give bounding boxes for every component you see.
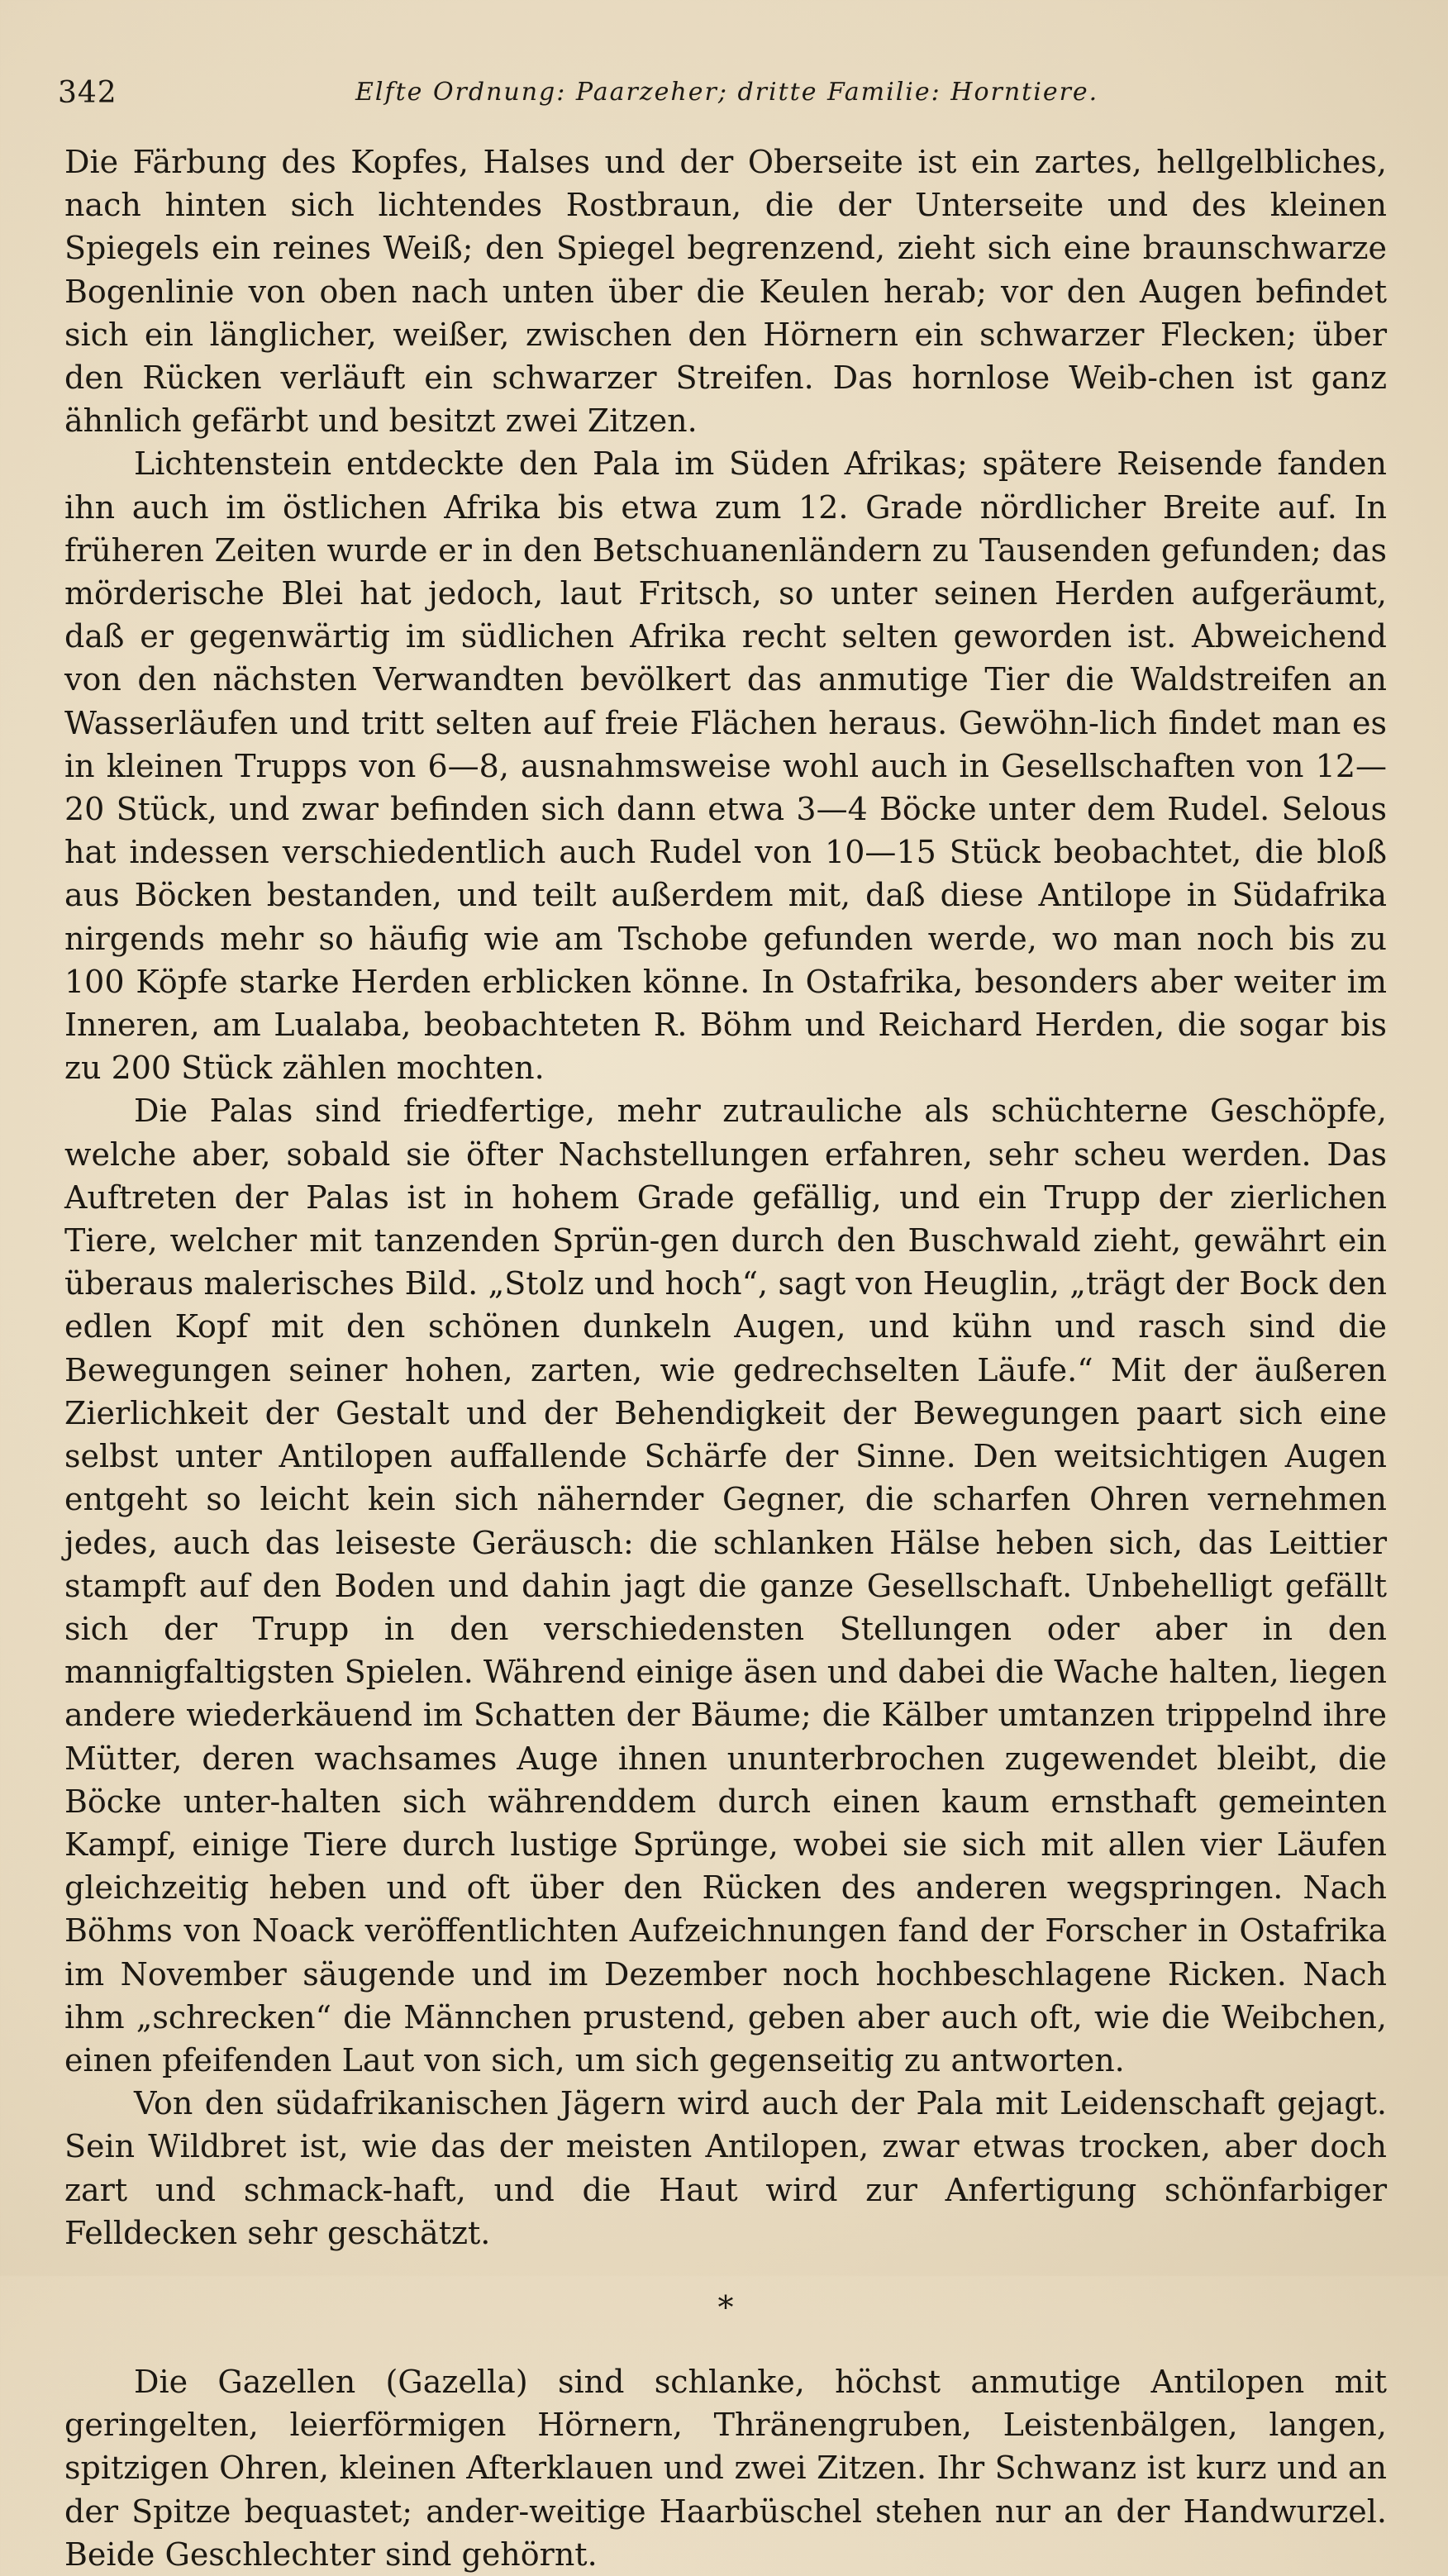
paragraph-gazelles: Die Gazellen (Gazella) sind schlanke, höchst anmutige Antilopen mit geringelten, leierförmigen Hörnern, Thränengruben, Leistenbälgen, langen, spitzigen Ohren, kleinen Afterklauen und zwei Zitzen. Ihr Schwanz ist kurz und an der Spitze bequastet; ander-weitige Haarbüschel stehen nur an der Handwurzel. Beide Geschlechter sind gehörnt. <box>64 2363 1387 2573</box>
paragraph-distribution: Lichtenstein entdeckte den Pala im Süden Afrikas; spätere Reisende fanden ihn auch im östlichen Afrika bis etwa zum 12. Grade nördlicher Breite auf. In früheren Zeiten wurde er in den Betschuanenländern zu Tausenden gefunden; das mörderische Blei hat jedoch, laut Fritsch, so unter seinen Herden aufgeräumt, daß er gegenwärtig im südlichen Afrika recht selten geworden ist. Abweichend von den nächsten Verwandten bevölkert das anmutige Tier die Waldstreifen an Wasserläufen und tritt selten auf freie Flächen heraus. Gewöhn-lich findet man es in kleinen Trupps von 6—8, ausnahmsweise wohl auch in Gesellschaften von 12—20 Stück, und zwar befinden sich dann etwa 3—4 Böcke unter dem Rudel. Selous hat indessen verschiedentlich auch Rudel von 10—15 Stück beobachtet, die bloß aus Böcken bestanden, und teilt außerdem mit, daß diese Antilope in Südafrika nirgends mehr so häufig wie am Tschobe gefunden werde, wo man noch bis zu 100 Köpfe starke Herden erblicken könne. In Ostafrika, besonders aber weiter im Inneren, am Lualaba, beobachteten R. Böhm und Reichard Herden, die sogar bis zu 200 Stück zählen mochten. <box>64 445 1387 1087</box>
paragraph-hunting: Von den südafrikanischen Jägern wird auch der Pala mit Leidenschaft gejagt. Sein Wildbret ist, wie das der meisten Antilopen, zwar etwas trocken, aber doch zart und schmack-haft, und die Haut wird zur Anfertigung schönfarbiger Felldecken sehr geschätzt. <box>64 2085 1387 2251</box>
paragraph-behavior: Die Palas sind friedfertige, mehr zutrauliche als schüchterne Geschöpfe, welche aber, sobald sie öfter Nachstellungen erfahren, sehr scheu werden. Das Auftreten der Palas ist in hohem Grade gefällig, und ein Trupp der zierlichen Tiere, welcher mit tanzenden Sprün-gen durch den Buschwald zieht, gewährt ein überaus malerisches Bild. „Stolz und hoch“, sagt von Heuglin, „trägt der Bock den edlen Kopf mit den schönen dunkeln Augen, und kühn und rasch sind die Bewegungen seiner hohen, zarten, wie gedrechselten Läufe.“ Mit der äußeren Zierlichkeit der Gestalt und der Behendigkeit der Bewegungen paart sich eine selbst unter Antilopen auffallende Schärfe der Sinne. Den weitsichtigen Augen entgeht so leicht kein sich nähernder Gegner, die scharfen Ohren vernehmen jedes, auch das leiseste Geräusch: die schlanken Hälse heben sich, das Leittier stampft auf den Boden und dahin jagt die ganze Gesellschaft. Unbehelligt gefällt sich der Trupp in den verschiedensten Stellungen oder aber in den mannigfaltigsten Spielen. Während einige äsen und dabei die Wache halten, liegen andere wiederkäuend im Schatten der Bäume; die Kälber umtanzen trippelnd ihre Mütter, deren wachsames Auge ihnen ununterbrochen zugewendet bleibt, die Böcke unter-halten sich währenddem durch einen kaum ernsthaft gemeinten Kampf, einige Tiere durch lustige Sprünge, wobei sie sich mit allen vier Läufen gleichzeitig heben und oft über den Rücken des anderen wegspringen. Nach Böhms von Noack veröffentlichten Aufzeichnungen fand der Forscher in Ostafrika im November säugende und im Dezember noch hochbeschlagene Ricken. Nach ihm „schrecken“ die Männchen prustend, geben aber auch oft, wie die Weibchen, einen pfeifenden Laut von sich, um sich gegenseitig zu antworten. <box>64 1093 1387 2078</box>
page-number: 342 <box>58 76 117 110</box>
running-head-title: Elfte Ordnung: Paarzeher; dritte Familie: Horntiere. <box>355 78 1099 107</box>
paragraph-coloration: Die Färbung des Kopfes, Halses und der Oberseite ist ein zartes, hellgelbliches, nach hinten sich lichtendes Rostbraun, die der Unterseite und des kleinen Spiegels ein reines Weiß; den Spiegel begrenzend, zieht sich eine braunschwarze Bogenlinie von oben nach unten über die Keulen herab; vor den Augen befindet sich ein länglicher, weißer, zwischen den Hörnern ein schwarzer Flecken; über den Rücken verläuft ein schwarzer Streifen. Das hornlose Weib-chen ist ganz ähnlich gefärbt und besitzt zwei Zitzen. <box>64 144 1387 440</box>
section-separator: * <box>717 2288 734 2326</box>
body-text <box>64 140 1387 2576</box>
running-head <box>58 76 1388 117</box>
